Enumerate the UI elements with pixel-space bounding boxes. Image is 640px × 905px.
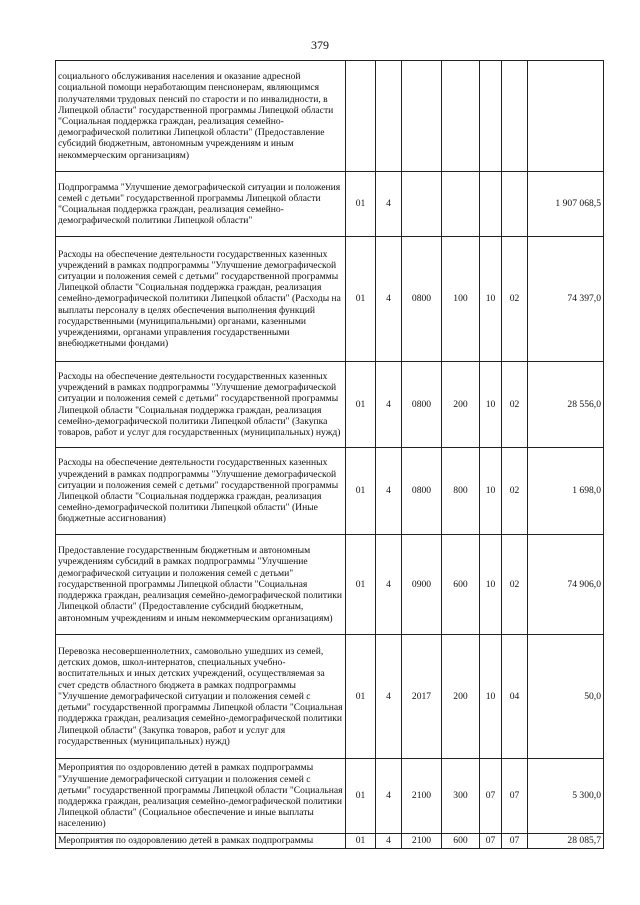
cell-expense-type: 600 <box>442 535 480 635</box>
cell-subprogram: 4 <box>376 362 402 448</box>
cell-program: 01 <box>346 448 376 535</box>
row-description: Расходы на обеспечение деятельности государственных казенных учреждений в рамках подпрограммы "Улучшение демографической ситуации и положения семей с детьми" государственной программы Липецкой области "Социальная поддержка граждан, реализация семейно-демографической политики Липецкой области" (Закупка товаров, работ и услуг для государственных (муниципальных) нужд) <box>56 362 346 448</box>
row-description: Расходы на обеспечение деятельности государственных казенных учреждений в рамках подпрограммы "Улучшение демографической ситуации и положения семей с детьми" государственной программы Липецкой области "Социальная поддержка граждан, реализация семейно-демографической политики Липецкой области" (Расходы на выплаты персоналу в целях обеспечения выполнения функций государственными (муниципальными) органами, казенными учреждениями, органами управления государственными внебюджетными фондами) <box>56 237 346 362</box>
cell-subsection: 02 <box>502 535 528 635</box>
cell-direction <box>402 61 442 172</box>
cell-direction: 2017 <box>402 635 442 759</box>
cell-subprogram: 4 <box>376 237 402 362</box>
cell-program: 01 <box>346 237 376 362</box>
cell-amount: 28 085,7 <box>528 834 604 849</box>
cell-subsection: 02 <box>502 448 528 535</box>
cell-amount <box>528 61 604 172</box>
cell-subsection: 07 <box>502 834 528 849</box>
cell-direction: 2100 <box>402 834 442 849</box>
table-row <box>56 759 604 834</box>
cell-subprogram <box>376 61 402 172</box>
cell-subsection <box>502 172 528 237</box>
budget-table <box>55 60 604 849</box>
cell-section: 10 <box>480 237 502 362</box>
table-row <box>56 535 604 635</box>
cell-program: 01 <box>346 759 376 834</box>
cell-expense-type: 200 <box>442 362 480 448</box>
table-row <box>56 362 604 448</box>
table-row <box>56 635 604 759</box>
cell-amount: 50,0 <box>528 635 604 759</box>
cell-program: 01 <box>346 535 376 635</box>
table-row <box>56 237 604 362</box>
cell-program <box>346 61 376 172</box>
row-description: социального обслуживания населения и оказание адресной социальной помощи неработающим пенсионерам, являющимся получателями трудовых пенсий по старости и по инвалидности, в Липецкой области" государственной программы Липецкой области "Социальная поддержка граждан, реализация семейно-демографической политики Липецкой области" (Предоставление субсидий бюджетным, автономным учреждениям и иным некоммерческим организациям) <box>56 61 346 172</box>
cell-subprogram: 4 <box>376 635 402 759</box>
cell-subsection: 02 <box>502 362 528 448</box>
cell-expense-type: 300 <box>442 759 480 834</box>
cell-direction: 0900 <box>402 535 442 635</box>
table-row <box>56 834 604 849</box>
cell-program: 01 <box>346 172 376 237</box>
row-description: Расходы на обеспечение деятельности государственных казенных учреждений в рамках подпрограммы "Улучшение демографической ситуации и положения семей с детьми" государственной программы Липецкой области "Социальная поддержка граждан, реализация семейно-демографической политики Липецкой области" (Иные бюджетные ассигнования) <box>56 448 346 535</box>
cell-program: 01 <box>346 362 376 448</box>
row-description: Мероприятия по оздоровлению детей в рамках подпрограммы "Улучшение демографической ситуации и положения семей с детьми" государственной программы Липецкой области "Социальная поддержка граждан, реализация семейно-демографической политики Липецкой области" (Социальное обеспечение и иные выплаты населению) <box>56 759 346 834</box>
cell-section <box>480 61 502 172</box>
cell-amount: 74 397,0 <box>528 237 604 362</box>
cell-amount: 5 300,0 <box>528 759 604 834</box>
cell-subsection: 07 <box>502 759 528 834</box>
cell-direction: 2100 <box>402 759 442 834</box>
cell-section: 10 <box>480 448 502 535</box>
cell-subprogram: 4 <box>376 448 402 535</box>
table-row <box>56 61 604 172</box>
cell-expense-type: 100 <box>442 237 480 362</box>
cell-direction <box>402 172 442 237</box>
cell-subsection: 02 <box>502 237 528 362</box>
cell-expense-type <box>442 172 480 237</box>
page-number: 379 <box>311 38 329 52</box>
cell-subsection: 04 <box>502 635 528 759</box>
cell-section: 10 <box>480 635 502 759</box>
cell-amount: 1 698,0 <box>528 448 604 535</box>
cell-section: 07 <box>480 759 502 834</box>
cell-amount: 28 556,0 <box>528 362 604 448</box>
cell-section <box>480 172 502 237</box>
cell-amount: 1 907 068,5 <box>528 172 604 237</box>
cell-program: 01 <box>346 635 376 759</box>
table-row <box>56 448 604 535</box>
cell-subsection <box>502 61 528 172</box>
cell-subprogram: 4 <box>376 535 402 635</box>
cell-subprogram: 4 <box>376 759 402 834</box>
cell-expense-type: 800 <box>442 448 480 535</box>
cell-amount: 74 906,0 <box>528 535 604 635</box>
cell-direction: 0800 <box>402 362 442 448</box>
cell-section: 10 <box>480 535 502 635</box>
cell-subprogram: 4 <box>376 172 402 237</box>
cell-section: 07 <box>480 834 502 849</box>
table-row <box>56 172 604 237</box>
row-description: Подпрограмма "Улучшение демографической ситуации и положения семей с детьми" государственной программы Липецкой области "Социальная поддержка граждан, реализация семейно-демографической политики Липецкой области" <box>56 172 346 237</box>
cell-expense-type: 200 <box>442 635 480 759</box>
cell-direction: 0800 <box>402 448 442 535</box>
cell-direction: 0800 <box>402 237 442 362</box>
cell-expense-type: 600 <box>442 834 480 849</box>
cell-expense-type <box>442 61 480 172</box>
row-description: Перевозка несовершеннолетних, самовольно ушедших из семей, детских домов, школ-интернатов, специальных учебно-воспитательных и иных детских учреждений, осуществляемая за счет средств областного бюджета в рамках подпрограммы "Улучшение демографической ситуации и положения семей с детьми" государственной программы Липецкой области "Социальная поддержка граждан, реализация семейно-демографической политики Липецкой области" (Закупка товаров, работ и услуг для государственных (муниципальных) нужд) <box>56 635 346 759</box>
cell-program: 01 <box>346 834 376 849</box>
cell-subprogram: 4 <box>376 834 402 849</box>
cell-section: 10 <box>480 362 502 448</box>
row-description: Предоставление государственным бюджетным и автономным учреждениям субсидий в рамках подпрограммы "Улучшение демографической ситуации и положения семей с детьми" государственной программы Липецкой области "Социальная поддержка граждан, реализация семейно-демографической политики Липецкой области" (Предоставление субсидий бюджетным, автономным учреждениям и иным некоммерческим организациям) <box>56 535 346 635</box>
row-description: Мероприятия по оздоровлению детей в рамках подпрограммы <box>56 834 346 849</box>
